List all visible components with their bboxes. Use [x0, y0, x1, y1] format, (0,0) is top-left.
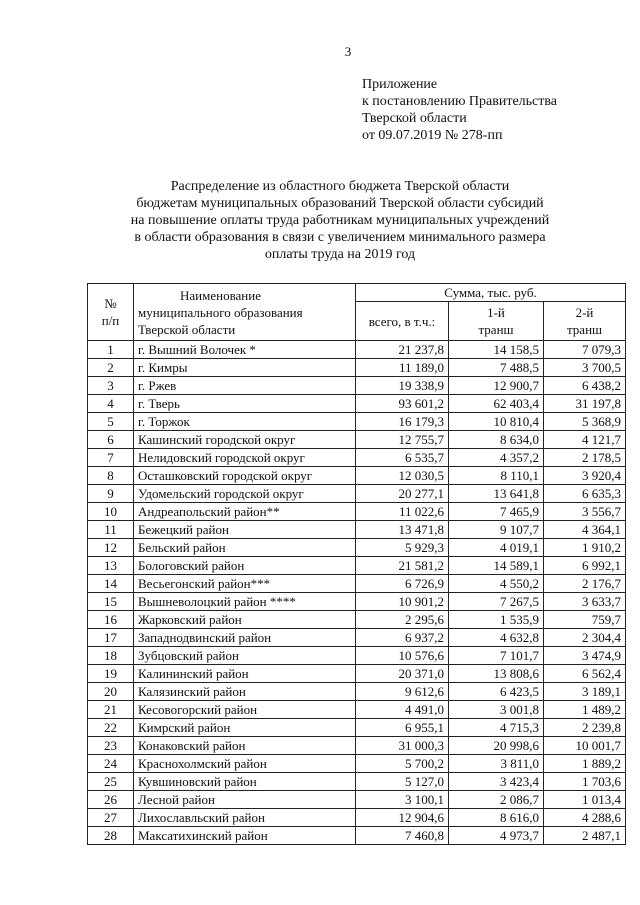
row-tranche-2: 4 121,7	[544, 431, 626, 449]
row-total: 16 179,3	[356, 413, 449, 431]
row-tranche-2: 6 438,2	[544, 377, 626, 395]
row-number: 2	[88, 359, 134, 377]
row-tranche-2: 2 178,5	[544, 449, 626, 467]
table-row	[88, 539, 626, 557]
row-tranche-1: 8 634,0	[449, 431, 544, 449]
row-tranche-1: 62 403,4	[449, 395, 544, 413]
row-total: 5 929,3	[356, 539, 449, 557]
row-tranche-1: 7 267,5	[449, 593, 544, 611]
row-number: 21	[88, 701, 134, 719]
header-number: № п/п	[88, 284, 134, 341]
row-tranche-2: 6 562,4	[544, 665, 626, 683]
row-tranche-2: 10 001,7	[544, 737, 626, 755]
row-municipality: Западнодвинский район	[134, 629, 356, 647]
row-total: 13 471,8	[356, 521, 449, 539]
row-total: 5 700,2	[356, 755, 449, 773]
row-number: 28	[88, 827, 134, 845]
row-tranche-2: 3 633,7	[544, 593, 626, 611]
table-row	[88, 395, 626, 413]
header-municipality: Наименование муниципального образования Тверской области	[134, 284, 356, 341]
row-total: 6 955,1	[356, 719, 449, 737]
row-total: 7 460,8	[356, 827, 449, 845]
row-municipality: Зубцовский район	[134, 647, 356, 665]
header-tranche-2: 2-й транш	[544, 302, 626, 341]
row-tranche-1: 8 110,1	[449, 467, 544, 485]
row-number: 10	[88, 503, 134, 521]
row-tranche-1: 7 488,5	[449, 359, 544, 377]
row-municipality: г. Кимры	[134, 359, 356, 377]
table-row	[88, 611, 626, 629]
table-row	[88, 557, 626, 575]
table-row	[88, 359, 626, 377]
row-number: 8	[88, 467, 134, 485]
table-row	[88, 719, 626, 737]
table-row	[88, 791, 626, 809]
row-total: 11 022,6	[356, 503, 449, 521]
row-total: 93 601,2	[356, 395, 449, 413]
table-row	[88, 737, 626, 755]
row-total: 2 295,6	[356, 611, 449, 629]
table-row	[88, 665, 626, 683]
appendix-block	[362, 76, 557, 144]
row-municipality: Кашинский городской округ	[134, 431, 356, 449]
row-municipality: г. Вышний Волочек *	[134, 341, 356, 359]
row-tranche-2: 759,7	[544, 611, 626, 629]
appendix-line: Приложение	[362, 77, 438, 92]
table-row	[88, 773, 626, 791]
appendix-line: к постановлению Правительства	[362, 94, 558, 109]
row-number: 14	[88, 575, 134, 593]
table-row	[88, 755, 626, 773]
title-line: на повышение оплаты труда работникам муниципальных учреждений	[130, 213, 550, 228]
table-row	[88, 683, 626, 701]
row-total: 3 100,1	[356, 791, 449, 809]
row-number: 4	[88, 395, 134, 413]
row-number: 15	[88, 593, 134, 611]
table-row	[88, 521, 626, 539]
row-number: 17	[88, 629, 134, 647]
row-municipality: Жарковский район	[134, 611, 356, 629]
row-municipality: Нелидовский городской округ	[134, 449, 356, 467]
row-tranche-1: 4 973,7	[449, 827, 544, 845]
row-municipality: Бологовский район	[134, 557, 356, 575]
table-body	[88, 341, 626, 845]
row-municipality: Максатихинский район	[134, 827, 356, 845]
row-municipality: Кимрский район	[134, 719, 356, 737]
row-number: 27	[88, 809, 134, 827]
row-tranche-2: 31 197,8	[544, 395, 626, 413]
row-tranche-1: 1 535,9	[449, 611, 544, 629]
row-tranche-1: 14 158,5	[449, 341, 544, 359]
row-tranche-2: 1 013,4	[544, 791, 626, 809]
table-row	[88, 449, 626, 467]
appendix-line: Тверской области	[362, 111, 467, 126]
table-row	[88, 467, 626, 485]
row-tranche-2: 3 189,1	[544, 683, 626, 701]
appendix-line: от 09.07.2019 № 278-пп	[362, 128, 503, 143]
title-line: бюджетам муниципальных образований Тверской области субсидий	[136, 196, 544, 211]
row-total: 31 000,3	[356, 737, 449, 755]
row-number: 20	[88, 683, 134, 701]
row-total: 4 491,0	[356, 701, 449, 719]
row-municipality: Калязинский район	[134, 683, 356, 701]
row-municipality: Удомельский городской округ	[134, 485, 356, 503]
row-number: 16	[88, 611, 134, 629]
row-tranche-2: 2 304,4	[544, 629, 626, 647]
header-sum: Сумма, тыс. руб.	[356, 284, 626, 302]
title-line: Распределение из областного бюджета Тверской области	[170, 179, 510, 194]
row-number: 5	[88, 413, 134, 431]
table-row	[88, 341, 626, 359]
page-number: 3	[344, 44, 352, 59]
row-tranche-2: 4 364,1	[544, 521, 626, 539]
table-row	[88, 701, 626, 719]
row-municipality: Андреапольский район**	[134, 503, 356, 521]
row-number: 24	[88, 755, 134, 773]
title-line: в области образования в связи с увеличением минимального размера	[134, 230, 546, 245]
row-tranche-2: 2 176,7	[544, 575, 626, 593]
row-municipality: Кесовогорский район	[134, 701, 356, 719]
header-tranche-1: 1-й транш	[449, 302, 544, 341]
row-tranche-2: 2 487,1	[544, 827, 626, 845]
row-municipality: Бельский район	[134, 539, 356, 557]
row-tranche-1: 7 465,9	[449, 503, 544, 521]
row-total: 6 937,2	[356, 629, 449, 647]
row-number: 25	[88, 773, 134, 791]
row-tranche-1: 6 423,5	[449, 683, 544, 701]
row-total: 5 127,0	[356, 773, 449, 791]
row-total: 21 581,2	[356, 557, 449, 575]
row-tranche-1: 2 086,7	[449, 791, 544, 809]
document-title	[100, 178, 580, 263]
row-municipality: г. Тверь	[134, 395, 356, 413]
row-tranche-2: 1 889,2	[544, 755, 626, 773]
row-tranche-2: 1 703,6	[544, 773, 626, 791]
row-municipality: Вышневолоцкий район ****	[134, 593, 356, 611]
row-tranche-1: 4 632,8	[449, 629, 544, 647]
row-number: 13	[88, 557, 134, 575]
table-row	[88, 431, 626, 449]
table-row	[88, 413, 626, 431]
row-tranche-2: 3 474,9	[544, 647, 626, 665]
row-tranche-1: 4 357,2	[449, 449, 544, 467]
table-row	[88, 485, 626, 503]
row-municipality: г. Торжок	[134, 413, 356, 431]
row-municipality: Кувшиновский район	[134, 773, 356, 791]
row-tranche-1: 20 998,6	[449, 737, 544, 755]
row-number: 1	[88, 341, 134, 359]
row-tranche-2: 2 239,8	[544, 719, 626, 737]
row-number: 19	[88, 665, 134, 683]
row-tranche-1: 13 641,8	[449, 485, 544, 503]
row-tranche-2: 4 288,6	[544, 809, 626, 827]
row-municipality: Калининский район	[134, 665, 356, 683]
row-number: 7	[88, 449, 134, 467]
row-number: 12	[88, 539, 134, 557]
row-tranche-1: 3 811,0	[449, 755, 544, 773]
table-row	[88, 593, 626, 611]
row-municipality: Бежецкий район	[134, 521, 356, 539]
row-total: 19 338,9	[356, 377, 449, 395]
row-tranche-2: 3 920,4	[544, 467, 626, 485]
row-number: 6	[88, 431, 134, 449]
row-number: 18	[88, 647, 134, 665]
row-tranche-1: 4 019,1	[449, 539, 544, 557]
row-tranche-2: 6 635,3	[544, 485, 626, 503]
row-tranche-2: 1 489,2	[544, 701, 626, 719]
row-municipality: Лихославльский район	[134, 809, 356, 827]
table-row	[88, 575, 626, 593]
row-tranche-2: 1 910,2	[544, 539, 626, 557]
row-total: 12 030,5	[356, 467, 449, 485]
row-municipality: Краснохолмский район	[134, 755, 356, 773]
row-number: 26	[88, 791, 134, 809]
row-tranche-2: 6 992,1	[544, 557, 626, 575]
row-tranche-1: 4 715,3	[449, 719, 544, 737]
table-row	[88, 503, 626, 521]
row-tranche-2: 7 079,3	[544, 341, 626, 359]
table-row	[88, 377, 626, 395]
row-municipality: г. Ржев	[134, 377, 356, 395]
row-total: 12 755,7	[356, 431, 449, 449]
row-total: 6 726,9	[356, 575, 449, 593]
row-total: 10 576,6	[356, 647, 449, 665]
row-tranche-2: 5 368,9	[544, 413, 626, 431]
table-row	[88, 647, 626, 665]
row-tranche-1: 14 589,1	[449, 557, 544, 575]
row-municipality: Конаковский район	[134, 737, 356, 755]
row-total: 10 901,2	[356, 593, 449, 611]
row-tranche-1: 9 107,7	[449, 521, 544, 539]
row-total: 6 535,7	[356, 449, 449, 467]
row-municipality: Осташковский городской округ	[134, 467, 356, 485]
row-municipality: Лесной район	[134, 791, 356, 809]
row-total: 20 277,1	[356, 485, 449, 503]
row-tranche-2: 3 700,5	[544, 359, 626, 377]
row-number: 11	[88, 521, 134, 539]
row-total: 20 371,0	[356, 665, 449, 683]
row-tranche-1: 12 900,7	[449, 377, 544, 395]
row-total: 11 189,0	[356, 359, 449, 377]
row-tranche-1: 8 616,0	[449, 809, 544, 827]
row-tranche-1: 4 550,2	[449, 575, 544, 593]
row-number: 22	[88, 719, 134, 737]
table-row	[88, 827, 626, 845]
table-row	[88, 629, 626, 647]
row-tranche-1: 3 001,8	[449, 701, 544, 719]
row-number: 3	[88, 377, 134, 395]
row-tranche-1: 10 810,4	[449, 413, 544, 431]
row-total: 9 612,6	[356, 683, 449, 701]
row-number: 23	[88, 737, 134, 755]
row-tranche-1: 7 101,7	[449, 647, 544, 665]
row-tranche-2: 3 556,7	[544, 503, 626, 521]
row-tranche-1: 3 423,4	[449, 773, 544, 791]
title-line: оплаты труда на 2019 год	[264, 247, 416, 262]
row-number: 9	[88, 485, 134, 503]
row-tranche-1: 13 808,6	[449, 665, 544, 683]
row-total: 21 237,8	[356, 341, 449, 359]
subsidy-table	[87, 283, 626, 845]
header-total: всего, в т.ч.:	[356, 302, 449, 341]
row-total: 12 904,6	[356, 809, 449, 827]
table-row	[88, 809, 626, 827]
row-municipality: Весьегонский район***	[134, 575, 356, 593]
